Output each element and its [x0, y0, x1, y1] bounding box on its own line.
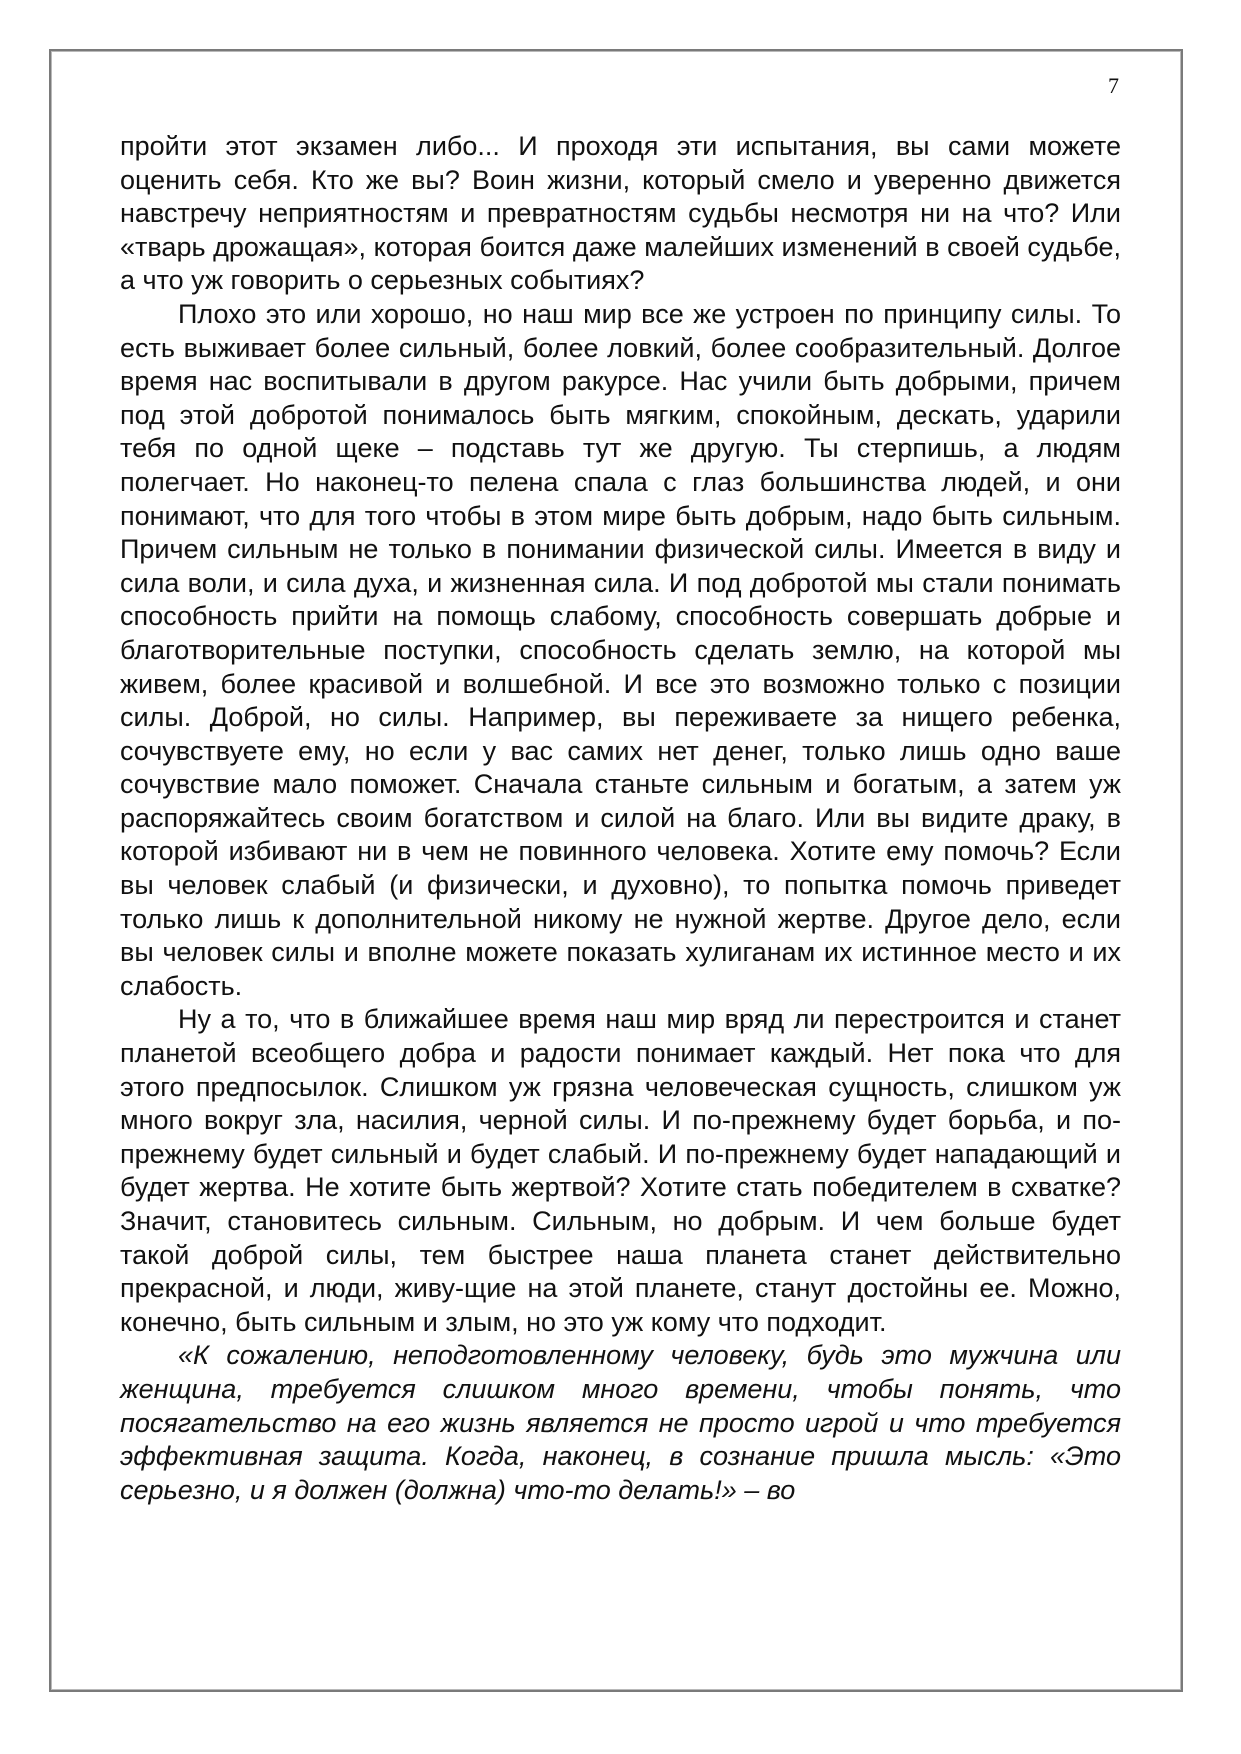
page-number: 7 — [1108, 73, 1119, 98]
page-frame — [49, 49, 1183, 1692]
quote-paragraph: «К сожалению, неподготовленному человеку, будь это мужчина или женщина, требуется слишком много времени, чтобы понять, что посягательство на его жизнь является не просто игрой и что требуется эффективная защита. Когда, наконец, в сознание пришла мысль: «Это серьезно, и я должен (должна) что-то делать!» – во — [120, 1340, 1121, 1505]
paragraph: Ну а то, что в ближайшее время наш мир вряд ли перестроится и станет планетой всеобщего добра и радости понимает каждый. Нет пока что для этого предпосылок. Слишком уж грязна человеческая сущность, слишком уж много вокруг зла, насилия, черной силы. И по-прежнему будет борьба, и по-прежнему будет сильный и будет слабый. И по-прежнему будет нападающий и будет жертва. Не хотите быть жертвой? Хотите стать победителем в схватке? Значит, становитесь сильным. Сильным, но добрым. И чем больше будет такой доброй силы, тем быстрее наша планета станет действительно прекрасной, и люди, живу-щие на этой планете, станут достойны ее. Можно, конечно, быть сильным и злым, но это уж кому что подходит. — [120, 1004, 1121, 1337]
paragraph-continued: пройти этот экзамен либо... И проходя эти испытания, вы сами можете оценить себя. Кто же вы? Воин жизни, который смело и уверенно движется навстречу неприятностям и превратностям судьбы несмотря ни на что? Или «тварь дрожащая», которая боится даже малейших изменений в своей судьбе, а что уж говорить о серьезных событиях? — [120, 131, 1121, 296]
paragraph: Плохо это или хорошо, но наш мир все же устроен по принципу силы. То есть выживает более сильный, более ловкий, более сообразительный. Долгое время нас воспитывали в другом ракурсе. Нас учили быть добрыми, причем под этой добротой понималось быть мягким, спокойным, дескать, ударили тебя по одной щеке – подставь тут же другую. Ты стерпишь, а людям полегчает. Но наконец-то пелена спала с глаз большинства людей, и они понимают, что для того чтобы в этом мире быть добрым, надо быть сильным. Причем сильным не только в понимании физической силы. Имеется в виду и сила воли, и сила духа, и жизненная сила. И под добротой мы стали понимать способность прийти на помощь слабому, способность совершать добрые и благотворительные поступки, способность сделать землю, на которой мы живем, более красивой и волшебной. И все это возможно только с позиции силы. Доброй, но силы. Например, вы переживаете за нищего ребенка, сочувствуете ему, но если у вас самих нет денег, только лишь одно ваше сочувствие мало поможет. Сначала станьте сильным и богатым, а затем уж распоряжайтесь своим богатством и силой на благо. Или вы видите драку, в которой избивают ни в чем не повинного человека. Хотите ему помочь? Если вы человек слабый (и физически, и духовно), то попытка помочь приведет только лишь к дополнительной никому не нужной жертве. Другое дело, если вы человек силы и вполне можете показать хулиганам их истинное место и их слабость. — [120, 298, 1121, 1001]
document-body — [120, 130, 1121, 1507]
